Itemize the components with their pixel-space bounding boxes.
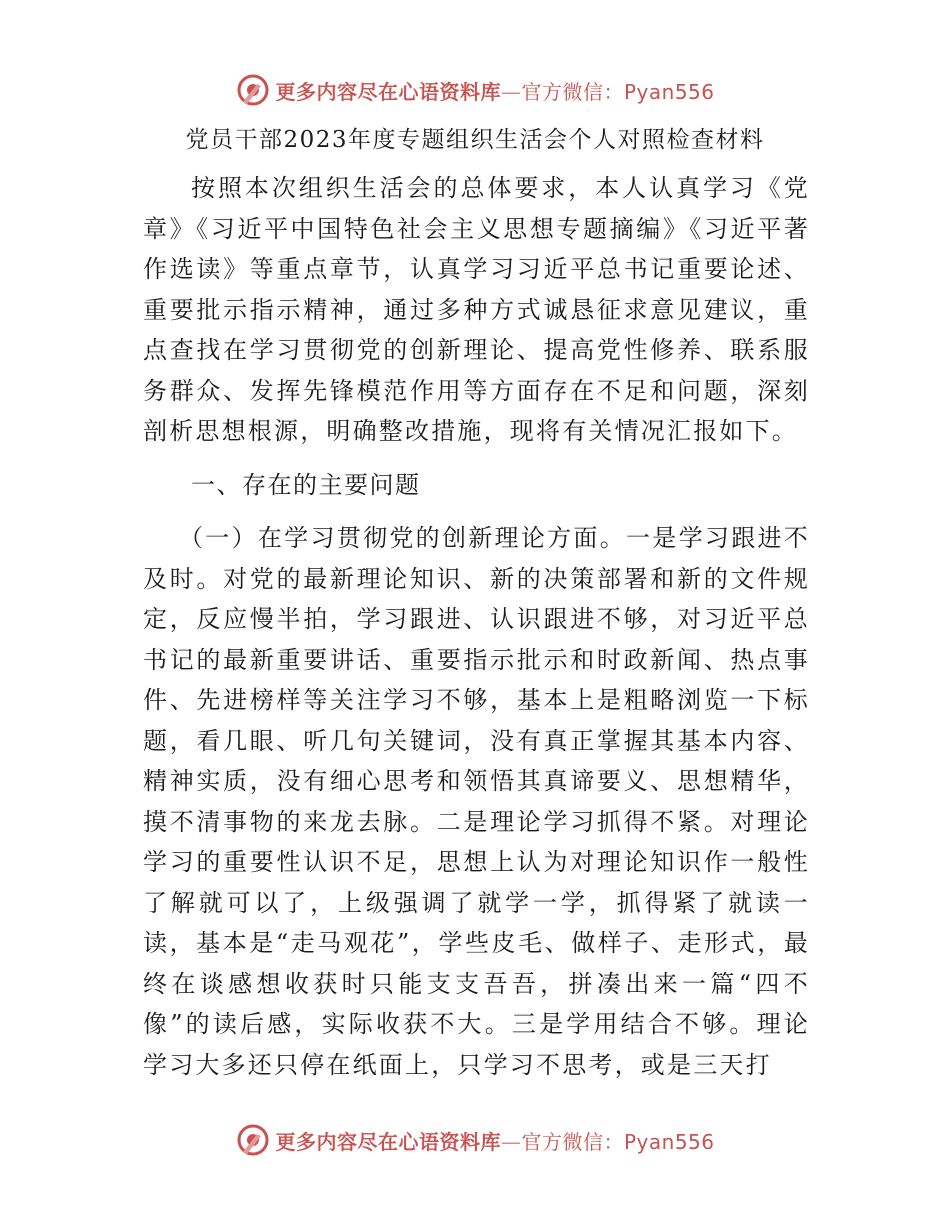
header-watermark-banner [0, 70, 950, 110]
paragraph-intro: 按照本次组织生活会的总体要求，本人认真学习《党章》《习近平中国特色社会主义思想专题摘编》《习近平著作选读》等重点章节，认真学习习近平总书记重要论述、重要批示指示精神，通过多种方式诚恳征求意见建议，重点查找在学习贯彻党的创新理论、提高党性修养、联系服务群众、发挥先锋模范作用等方面存在不足和问题，深刻剖析思想根源，明确整改措施，现将有关情况汇报如下。 [143, 174, 810, 445]
document-title: 党员干部2023年度专题组织生活会个人对照检查材料 [185, 127, 765, 153]
section-heading: 一、存在的主要问题 [191, 470, 421, 499]
brand-logo-icon [235, 1122, 271, 1158]
watermark-text: 更多内容尽在心语资料库—官方微信：Pyan556 [275, 1129, 715, 1154]
footer-watermark-banner [0, 1120, 950, 1160]
paragraph-section-1: （一）在学习贯彻党的创新理论方面。一是学习跟进不及时。对党的最新理论知识、新的决策部署和新的文件规定，反应慢半拍，学习跟进、认识跟进不够，对习近平总书记的最新重要讲话、重要指示批示和时政新闻、热点事件、先进榜样等关注学习不够，基本上是粗略浏览一下标题，看几眼、听几句关键词，没有真正掌握其基本内容、精神实质，没有细心思考和领悟其真谛要义、思想精华，摸不清事物的来龙去脉。二是理论学习抓得不紧。对理论学习的重要性认识不足，思想上认为对理论知识作一般性了解就可以了，上级强调了就学一学，抓得紧了就读一读，基本是“走马观花”，学些皮毛、做样子、走形式，最终在谈感想收获时只能支支吾吾，拼凑出来一篇“四不像”的读后感，实际收获不大。三是学用结合不够。理论学习大多还只停在纸面上，只学习不思考，或是三天打 [143, 524, 810, 1079]
watermark-text: 更多内容尽在心语资料库—官方微信：Pyan556 [275, 79, 715, 104]
brand-logo-icon [235, 72, 271, 108]
document-body [143, 168, 810, 1085]
